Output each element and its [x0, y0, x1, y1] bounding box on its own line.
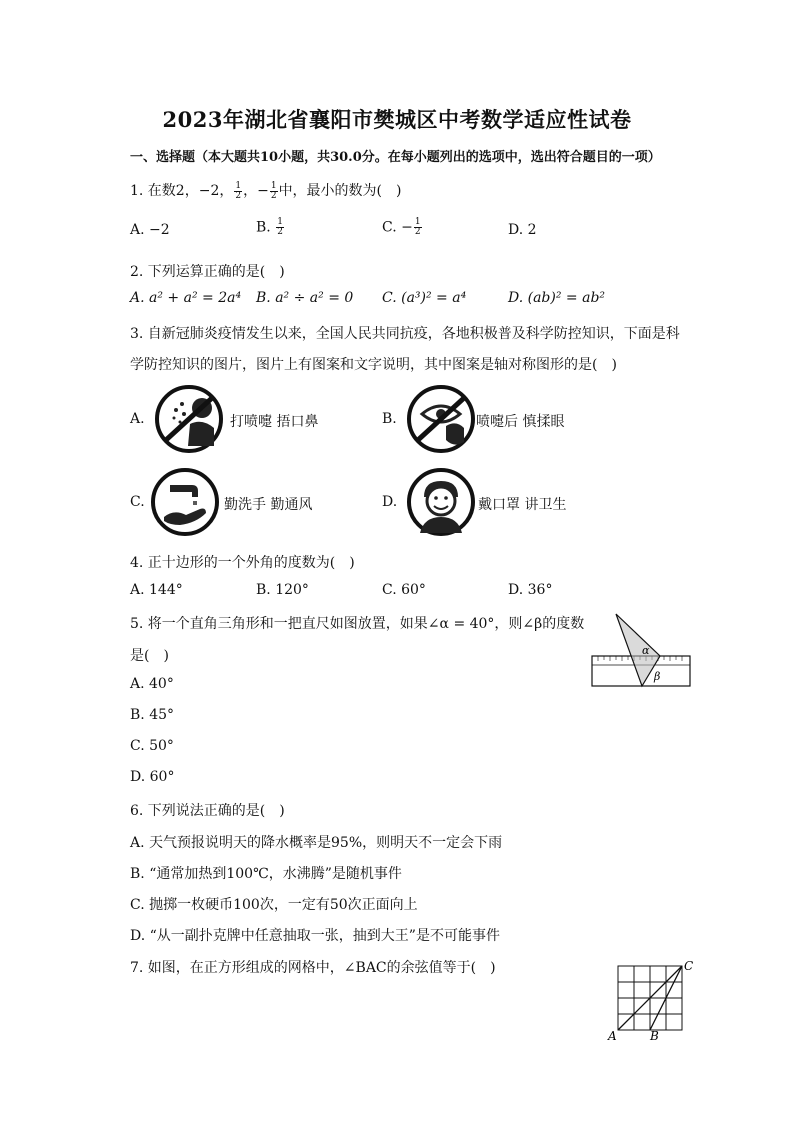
- fraction-half: [234, 182, 242, 201]
- q1-option-a[interactable]: A. −2: [130, 222, 170, 238]
- question-5-line-2: 是( ): [130, 648, 169, 664]
- q4-option-b[interactable]: B. 120°: [256, 582, 309, 598]
- q3-option-b-caption: 喷嚏后 慎揉眼: [476, 414, 565, 430]
- q6-option-c[interactable]: C. 抛掷一枚硬币100次，一定有50次正面向上: [130, 897, 418, 913]
- question-7-stem: 7. 如图，在正方形组成的网格中，∠BAC的余弦值等于( ): [130, 960, 496, 976]
- fraction-numerator: 1: [277, 217, 283, 227]
- q2-option-c[interactable]: C. (a³)² = a⁴: [382, 290, 467, 306]
- question-6-stem: 6. 下列说法正确的是( ): [130, 803, 285, 819]
- hand-wash-icon: [150, 467, 220, 537]
- q3-option-c-caption: 勤洗手 勤通风: [224, 497, 313, 513]
- q5-option-b[interactable]: B. 45°: [130, 707, 175, 723]
- fraction-denominator: 2: [270, 190, 277, 201]
- q5-option-a[interactable]: A. 40°: [130, 676, 174, 692]
- fraction-half: [414, 218, 422, 237]
- fraction-half: [276, 218, 284, 237]
- q3-option-d-label[interactable]: D.: [382, 494, 398, 510]
- option-label: B.: [256, 219, 276, 236]
- q3-option-a-caption: 打喷嚏 捂口鼻: [230, 414, 319, 430]
- page-title: 2023年湖北省襄阳市樊城区中考数学适应性试卷: [162, 107, 632, 132]
- q1-stem-post: 中，最小的数为( ): [278, 183, 402, 199]
- point-c-label: C: [684, 959, 694, 973]
- q4-option-c[interactable]: C. 60°: [382, 582, 426, 598]
- grid-angle-figure: [606, 956, 696, 1042]
- alpha-label: α: [642, 644, 650, 657]
- question-1-stem: [130, 180, 402, 201]
- q2-option-d[interactable]: D. (ab)² = ab²: [508, 290, 606, 306]
- question-3-line-2: 学防控知识的图片，图片上有图案和文字说明，其中图案是轴对称图形的是( ): [130, 357, 617, 373]
- fraction-denominator: 2: [414, 227, 421, 237]
- q4-option-d[interactable]: D. 36°: [508, 582, 553, 598]
- q6-option-d[interactable]: D. “从一副扑克牌中任意抽取一张，抽到大王”是不可能事件: [130, 928, 500, 944]
- question-4-stem: 4. 正十边形的一个外角的度数为( ): [130, 555, 355, 571]
- fraction-half-negative: [270, 182, 278, 201]
- q2-option-a[interactable]: A. a² + a² = 2a⁴: [130, 290, 242, 306]
- minus-sign: −: [257, 183, 269, 199]
- option-label: C. −: [382, 219, 413, 236]
- q6-option-b[interactable]: B. “通常加热到100℃，水沸腾”是随机事件: [130, 866, 402, 882]
- q1-option-d[interactable]: D. 2: [508, 222, 537, 238]
- triangle-ruler-figure: [590, 612, 694, 692]
- q3-option-c-label[interactable]: C.: [130, 494, 145, 510]
- beta-label: β: [654, 670, 661, 683]
- section-heading: 一、选择题（本大题共10小题，共30.0分。在每小题列出的选项中，选出符合题目的一项）: [130, 150, 661, 165]
- q1-stem-pre: 1. 在数2，−2，: [130, 183, 234, 199]
- question-3-line-1: 3. 自新冠肺炎疫情发生以来，全国人民共同抗疫，各地积极普及科学防控知识，下面是科: [130, 326, 680, 342]
- point-b-label: B: [650, 1029, 659, 1043]
- eye-rub-icon: [406, 384, 476, 454]
- point-a-label: A: [608, 1029, 617, 1043]
- q2-option-b[interactable]: B. a² ÷ a² = 0: [256, 290, 354, 306]
- q1-option-b[interactable]: [256, 218, 285, 237]
- fraction-denominator: 2: [235, 190, 242, 201]
- q1-option-c[interactable]: [382, 218, 423, 237]
- q5-option-c[interactable]: C. 50°: [130, 738, 174, 754]
- mask-face-icon: [406, 467, 476, 537]
- q5-option-d[interactable]: D. 60°: [130, 769, 175, 785]
- sneeze-cover-icon: [154, 384, 224, 454]
- fraction-numerator: 1: [414, 217, 421, 227]
- question-2-stem: 2. 下列运算正确的是( ): [130, 264, 285, 280]
- question-5-line-1: 5. 将一个直角三角形和一把直尺如图放置，如果∠α = 40°，则∠β的度数: [130, 616, 585, 632]
- q3-option-d-caption: 戴口罩 讲卫生: [478, 497, 567, 513]
- fraction-numerator: 1: [235, 180, 242, 191]
- fraction-denominator: 2: [277, 227, 283, 237]
- q6-option-a[interactable]: A. 天气预报说明天的降水概率是95%，则明天不一定会下雨: [130, 835, 503, 851]
- q3-option-a-label[interactable]: A.: [130, 411, 145, 427]
- fraction-numerator: 1: [270, 180, 277, 191]
- comma: ，: [243, 183, 258, 199]
- q3-option-b-label[interactable]: B.: [382, 411, 397, 427]
- q4-option-a[interactable]: A. 144°: [130, 582, 183, 598]
